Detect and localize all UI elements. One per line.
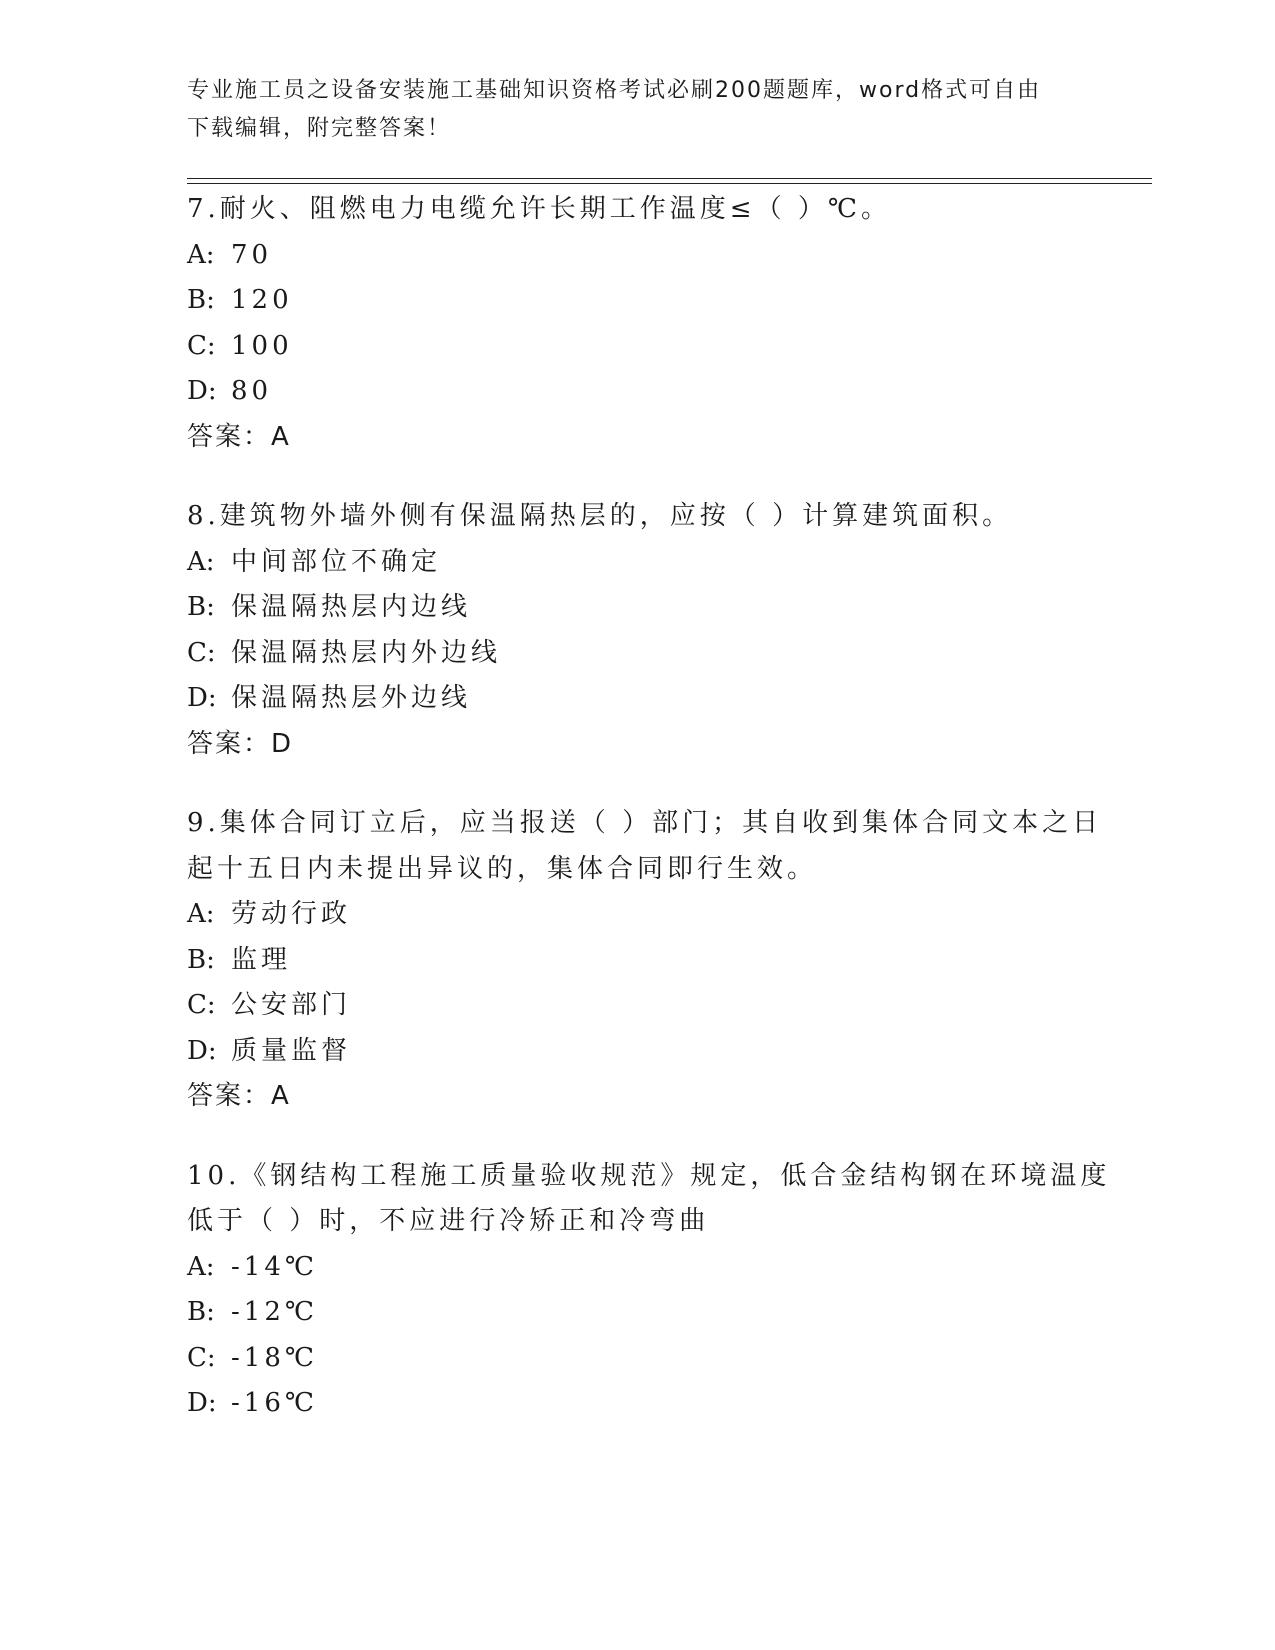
- option-text: 保温隔热层内边线: [231, 592, 472, 622]
- option-c: [187, 983, 1087, 1029]
- option-letter: B:: [187, 285, 215, 315]
- option-b: [187, 1290, 1087, 1336]
- option-letter: D:: [187, 683, 217, 713]
- option-d: [187, 1381, 1087, 1427]
- header-line-1: 专业施工员之设备安装施工基础知识资格考试必刷200题题库，word格式可自由: [187, 78, 1042, 103]
- answer-line: 答案：A: [187, 1081, 291, 1111]
- question-stem: 8.建筑物外墙外侧有保温隔热层的，应按（ ）计算建筑面积。: [187, 501, 1013, 531]
- option-b: [187, 278, 1087, 324]
- option-text: 保温隔热层外边线: [231, 683, 472, 713]
- option-text: 保温隔热层内外边线: [231, 637, 502, 668]
- option-text: 120: [231, 285, 293, 315]
- option-letter: D:: [187, 376, 217, 406]
- option-text: 100: [231, 330, 293, 361]
- header-line-2: 下载编辑，附完整答案！: [187, 116, 452, 141]
- option-text: -16℃: [231, 1388, 318, 1418]
- question-stem-line-2: 低于（ ）时，不应进行冷矫正和冷弯曲: [187, 1206, 710, 1236]
- option-letter: D:: [187, 1388, 217, 1418]
- option-text: 公安部门: [231, 990, 352, 1020]
- question-10: [187, 1154, 1111, 1427]
- option-letter: C:: [187, 1342, 216, 1373]
- option-text: 中间部位不确定: [231, 546, 442, 577]
- option-letter: A:: [187, 239, 215, 270]
- option-a: [187, 1245, 1087, 1291]
- question-list: [187, 187, 1111, 1461]
- option-text: 80: [231, 376, 273, 406]
- option-letter: C:: [187, 330, 216, 361]
- answer-line: 答案：D: [187, 728, 294, 759]
- option-letter: C:: [187, 990, 216, 1020]
- answer-line: 答案：A: [187, 421, 291, 452]
- option-b: [187, 585, 1087, 631]
- option-text: -12℃: [231, 1297, 318, 1327]
- option-b: [187, 938, 1087, 984]
- option-a: [187, 540, 1087, 586]
- option-text: 监理: [231, 944, 292, 975]
- option-a: [187, 233, 1087, 279]
- option-c: [187, 324, 1087, 370]
- option-letter: B:: [187, 1297, 215, 1327]
- option-letter: A:: [187, 1251, 215, 1282]
- header-divider-bottom: [187, 183, 1152, 184]
- question-9: [187, 801, 1103, 1120]
- option-text: -14℃: [231, 1251, 318, 1282]
- option-c: [187, 1336, 1087, 1382]
- question-stem-line-2: 起十五日内未提出异议的，集体合同即行生效。: [187, 853, 818, 884]
- option-letter: C:: [187, 637, 216, 668]
- option-text: -18℃: [231, 1342, 318, 1373]
- option-text: 劳动行政: [231, 899, 352, 929]
- question-stem: 7.耐火、阻燃电力电缆允许长期工作温度≤（ ）℃。: [187, 194, 891, 224]
- option-text: 70: [231, 239, 273, 270]
- header-divider-top: [187, 178, 1152, 179]
- question-stem-line-1: 9.集体合同订立后，应当报送（ ）部门；其自收到集体合同文本之日: [187, 808, 1103, 838]
- option-letter: A:: [187, 899, 215, 929]
- option-text: 质量监督: [231, 1035, 352, 1066]
- option-c: [187, 631, 1087, 677]
- document-header: [187, 72, 1067, 148]
- question-8: [187, 494, 1087, 767]
- question-stem-line-1: 10.《钢结构工程施工质量验收规范》规定，低合金结构钢在环境温度: [187, 1160, 1111, 1191]
- option-a: [187, 892, 1087, 938]
- option-letter: D:: [187, 1035, 217, 1066]
- option-d: [187, 1029, 1087, 1075]
- option-letter: B:: [187, 944, 215, 975]
- option-d: [187, 676, 1087, 722]
- option-d: [187, 369, 1087, 415]
- question-7: [187, 187, 1087, 460]
- option-letter: A:: [187, 546, 215, 577]
- option-letter: B:: [187, 592, 215, 622]
